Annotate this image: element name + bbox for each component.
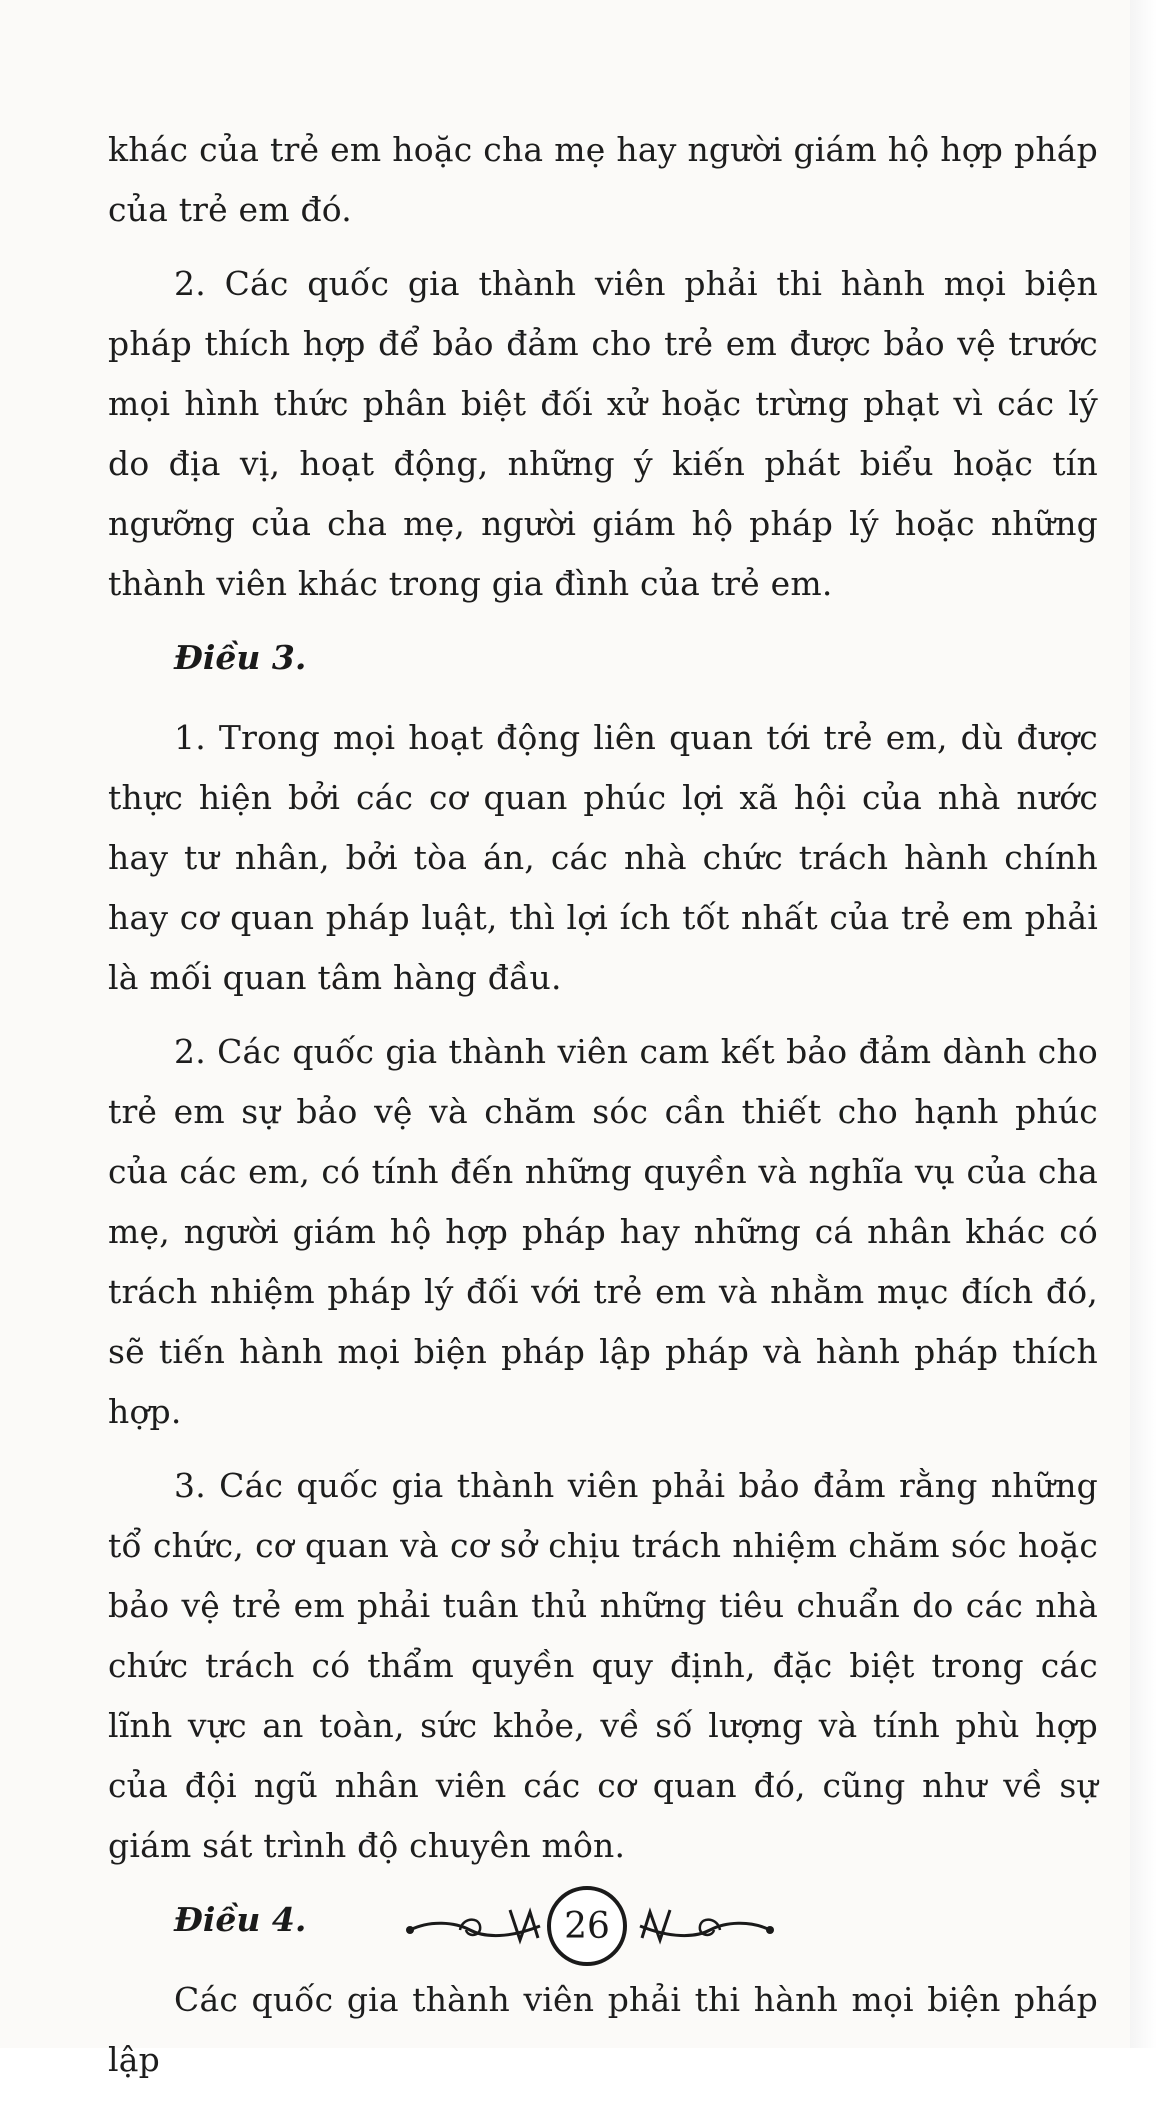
- page-edge: [1130, 0, 1157, 2048]
- article-3-clause-2: 2. Các quốc gia thành viên cam kết bảo đảm dành cho trẻ em sự bảo vệ và chăm sóc cần thiết cho hạnh phúc của các em, có tính đến những quyền và nghĩa vụ của cha mẹ, người giám hộ hợp pháp hay những cá nhân khác có trách nhiệm pháp lý đối với trẻ em và nhằm mục đích đó, sẽ tiến hành mọi biện pháp lập pháp và hành pháp thích hợp.: [108, 1032, 1098, 1431]
- article-4-clause-1: Các quốc gia thành viên phải thi hành mọi biện pháp lập: [108, 1980, 1098, 2079]
- paragraph-clause-2: 2. Các quốc gia thành viên phải thi hành mọi biện pháp thích hợp để bảo đảm cho trẻ em được bảo vệ trước mọi hình thức phân biệt đối xử hoặc trừng phạt vì các lý do địa vị, hoạt động, những ý kiến phát biểu hoặc tín ngưỡng của cha mẹ, người giám hộ pháp lý hoặc những thành viên khác trong gia đình của trẻ em.: [108, 264, 1098, 603]
- page-content: [108, 120, 1098, 2104]
- article-3-clause-3: 3. Các quốc gia thành viên phải bảo đảm rằng những tổ chức, cơ quan và cơ sở chịu trách nhiệm chăm sóc hoặc bảo vệ trẻ em phải tuân thủ những tiêu chuẩn do các nhà chức trách có thẩm quyền quy định, đặc biệt trong các lĩnh vực an toàn, sức khỏe, về số lượng và tính phù hợp của đội ngũ nhân viên các cơ quan đó, cũng như về sự giám sát trình độ chuyên môn.: [108, 1466, 1098, 1865]
- article-3-clause-1: 1. Trong mọi hoạt động liên quan tới trẻ em, dù được thực hiện bởi các cơ quan phúc lợi xã hội của nhà nước hay tư nhân, bởi tòa án, các nhà chức trách hành chính hay cơ quan pháp luật, thì lợi ích tốt nhất của trẻ em phải là mối quan tâm hàng đầu.: [108, 718, 1098, 997]
- paragraph-continuation: khác của trẻ em hoặc cha mẹ hay người giám hộ hợp pháp của trẻ em đó.: [108, 130, 1098, 229]
- page-footer: [400, 1880, 780, 1980]
- article-3-heading: Điều 3.: [174, 638, 307, 677]
- article-4-heading: Điều 4.: [174, 1900, 307, 1939]
- page-number: 26: [547, 1886, 627, 1966]
